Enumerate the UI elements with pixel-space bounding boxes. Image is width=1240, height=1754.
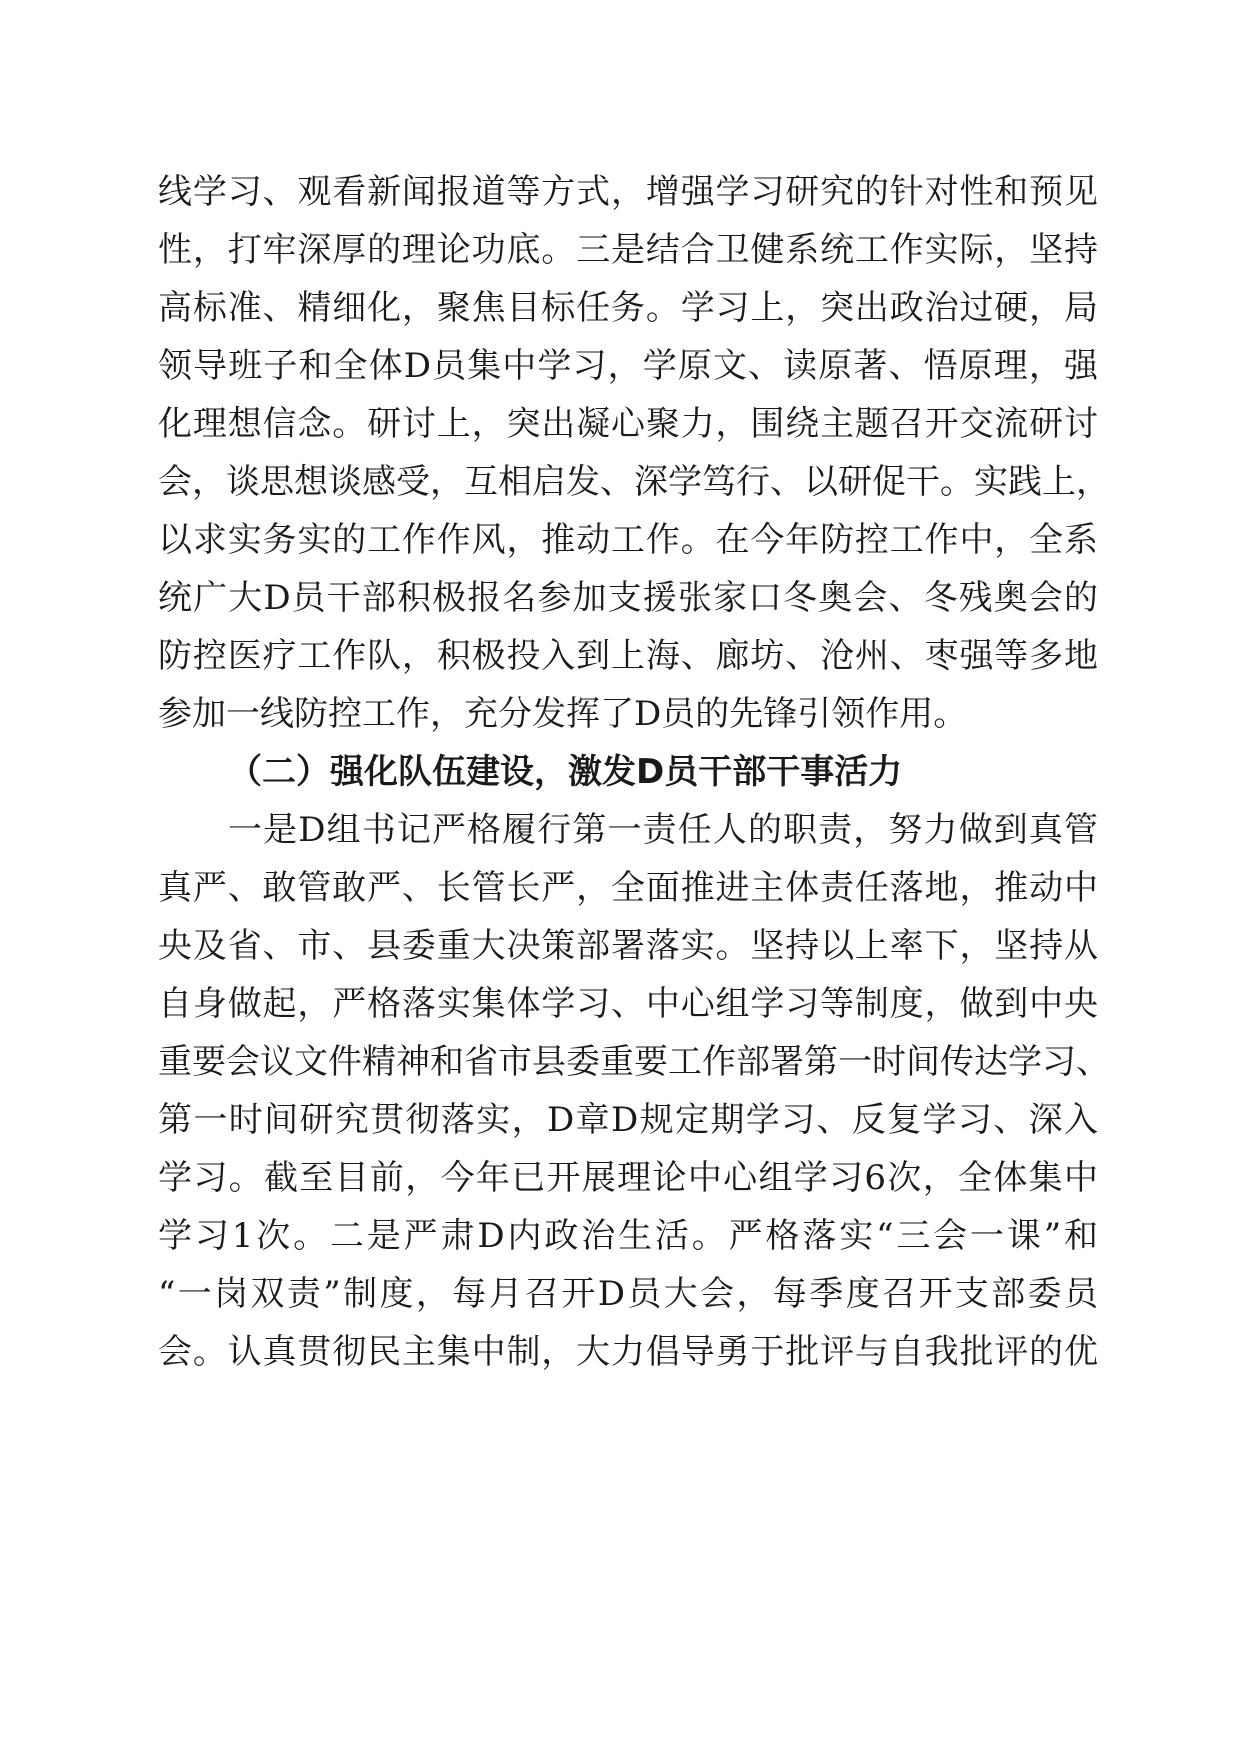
paragraph-2-line-8: 学习1次。二是严肃D内政治生活。严格落实“三会一课”和 bbox=[158, 1216, 1098, 1256]
paragraph-1-line-1: 线学习、观看新闻报道等方式，增强学习研究的针对性和预见 bbox=[158, 172, 1098, 212]
paragraph-2-line-3: 央及省、市、县委重大决策部署落实。坚持以上率下，坚持从 bbox=[158, 926, 1098, 966]
paragraph-1-line-7: 以求实务实的工作作风，推动工作。在今年防控工作中，全系 bbox=[158, 520, 1098, 560]
paragraph-1-line-2: 性，打牢深厚的理论功底。三是结合卫健系统工作实际，坚持 bbox=[158, 230, 1098, 270]
paragraph-2-line-6: 第一时间研究贯彻落实，D章D规定期学习、反复学习、深入 bbox=[158, 1100, 1098, 1140]
paragraph-1-line-8: 统广大D员干部积极报名参加支援张家口冬奥会、冬残奥会的 bbox=[158, 578, 1098, 618]
paragraph-1-line-6: 会，谈思想谈感受，互相启发、深学笃行、以研促干。实践上， bbox=[158, 462, 1110, 502]
paragraph-2-line-5: 重要会议文件精神和省市县委重要工作部署第一时间传达学习、 bbox=[158, 1042, 1110, 1082]
paragraph-2-line-4: 自身做起，严格落实集体学习、中心组学习等制度，做到中央 bbox=[158, 984, 1098, 1024]
paragraph-2-line-10: 会。认真贯彻民主集中制，大力倡导勇于批评与自我批评的优 bbox=[158, 1332, 1098, 1372]
paragraph-1-line-5: 化理想信念。研讨上，突出凝心聚力，围绕主题召开交流研讨 bbox=[158, 404, 1098, 444]
paragraph-1-line-3: 高标准、精细化，聚焦目标任务。学习上，突出政治过硬，局 bbox=[158, 288, 1098, 328]
section-heading: （二）强化队伍建设，激发D员干部干事活力 bbox=[228, 752, 903, 792]
paragraph-2-line-7: 学习。截至目前，今年已开展理论中心组学习6次，全体集中 bbox=[158, 1158, 1098, 1198]
paragraph-2-line-9: “一岗双责”制度，每月召开D员大会，每季度召开支部委员 bbox=[158, 1274, 1098, 1314]
paragraph-1-line-4: 领导班子和全体D员集中学习，学原文、读原著、悟原理，强 bbox=[158, 346, 1098, 386]
paragraph-1-line-9: 防控医疗工作队，积极投入到上海、廊坊、沧州、枣强等多地 bbox=[158, 636, 1098, 676]
paragraph-2-line-1: 一是D组书记严格履行第一责任人的职责，努力做到真管 bbox=[228, 810, 1098, 850]
paragraph-2-line-2: 真严、敢管敢严、长管长严，全面推进主体责任落地，推动中 bbox=[158, 868, 1098, 908]
paragraph-1-line-10: 参加一线防控工作，充分发挥了D员的先锋引领作用。 bbox=[158, 694, 968, 734]
